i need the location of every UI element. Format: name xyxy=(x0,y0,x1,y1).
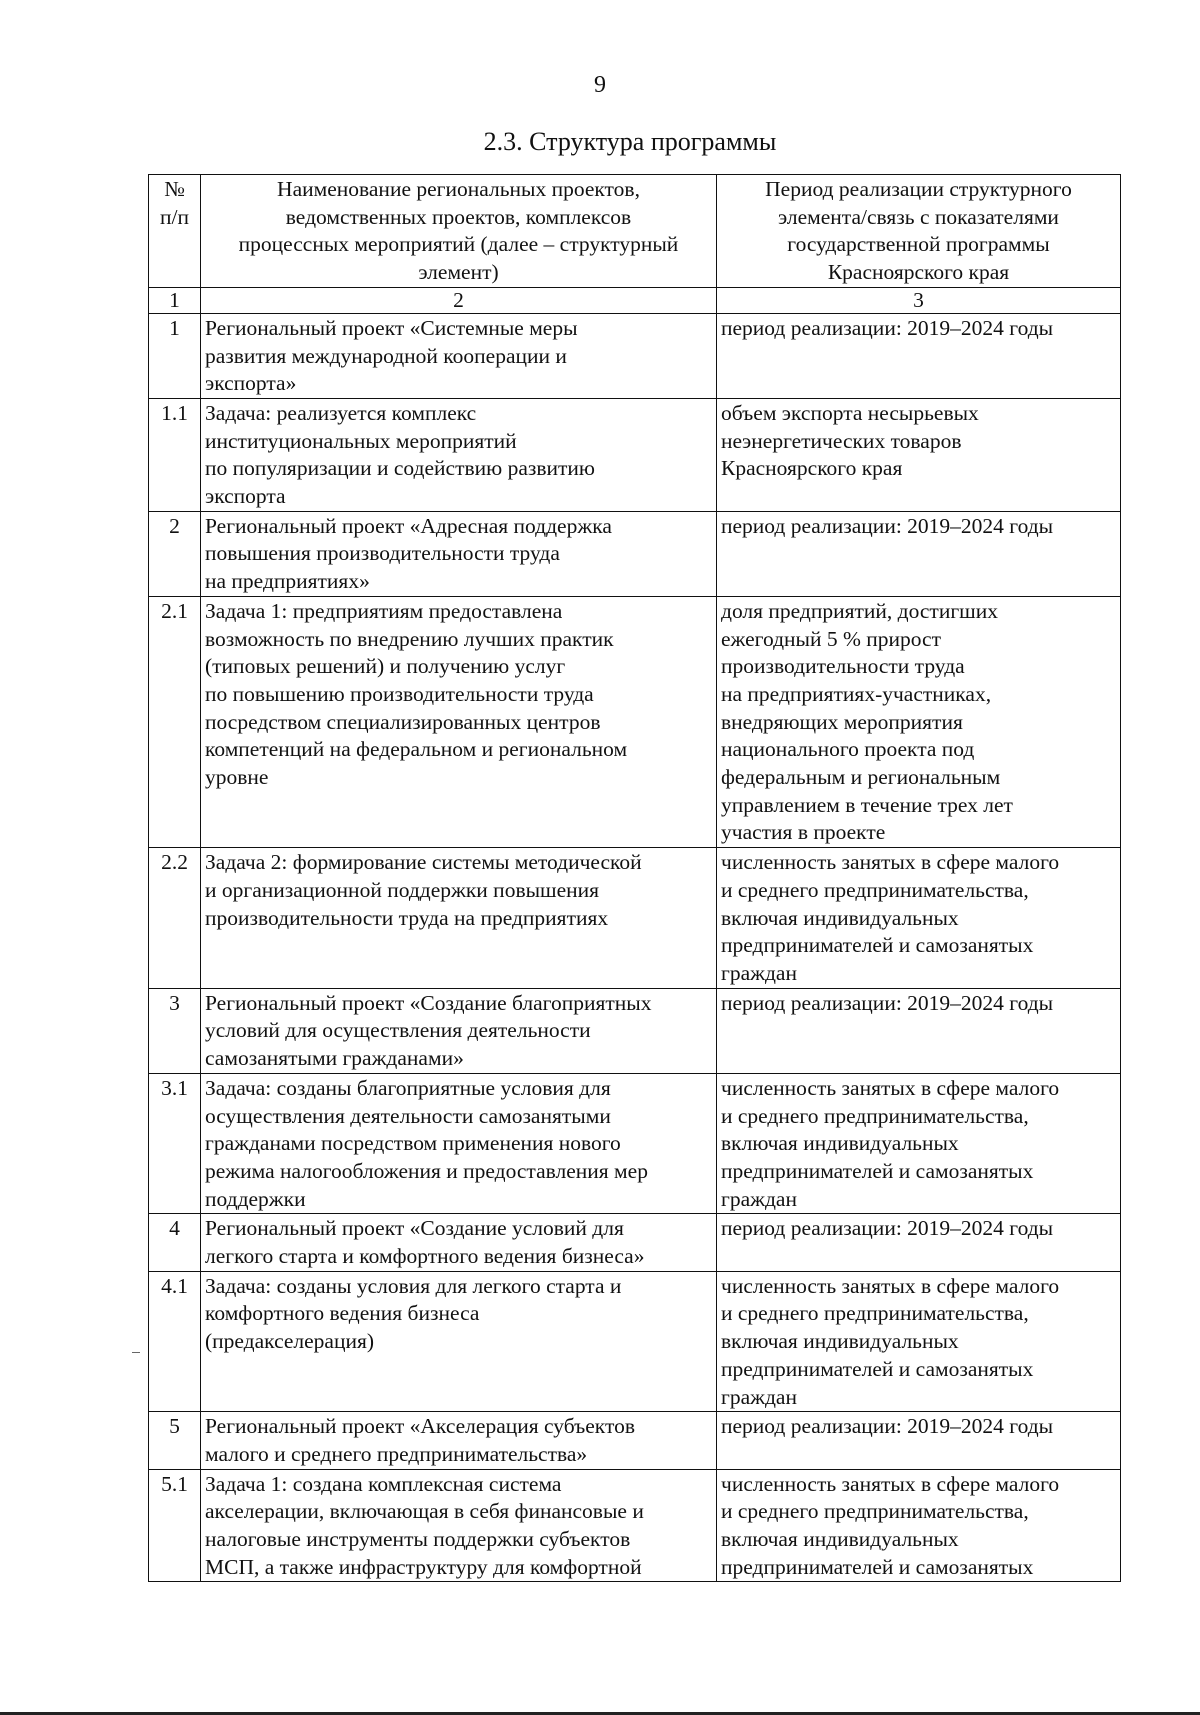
column-number-row xyxy=(149,287,1121,313)
row-period: период реализации: 2019–2024 годы xyxy=(721,513,1054,538)
row-number: 5.1 xyxy=(161,1471,188,1496)
row-period: численность занятых в сфере малого и среднего предпринимательства, включая индивидуальных предпринимателей и самозанятых граждан xyxy=(721,850,1060,985)
row-period-cell xyxy=(717,511,1121,596)
header-name-text: Наименование региональных проектов, ведомственных проектов, комплексов процессных мероприятий (далее – структурный элемент) xyxy=(238,177,679,285)
row-period: численность занятых в сфере малого и среднего предпринимательства, включая индивидуальных предпринимателей и самозанятых граждан xyxy=(721,1075,1060,1211)
row-period-cell xyxy=(717,1073,1121,1214)
row-name: Задача: реализуется комплекс институциональных мероприятий по популяризации и содействию развитию экспорта xyxy=(205,400,595,509)
row-number-cell xyxy=(149,511,201,596)
row-period: объем экспорта несырьевых неэнергетических товаров Красноярского края xyxy=(721,400,979,481)
row-name-cell xyxy=(201,988,717,1073)
row-number: 4.1 xyxy=(161,1273,188,1298)
row-period: доля предприятий, достигших ежегодный 5 % прирост производительности труда на предприятиях-участниках, внедряющих мероприятия национального проекта под федеральным и региональным управлением в течение трех лет участия в проекте xyxy=(721,598,1013,845)
row-name-cell xyxy=(201,313,717,398)
row-name-cell xyxy=(201,1412,717,1469)
table-body xyxy=(149,175,1121,1582)
row-period: численность занятых в сфере малого и среднего предпринимательства, включая индивидуальных предпринимателей и самозанятых xyxy=(721,1471,1060,1579)
row-number: 2 xyxy=(169,513,180,538)
column-number-1: 1 xyxy=(149,287,201,313)
header-period xyxy=(717,175,1121,288)
row-number: 5 xyxy=(169,1414,180,1439)
row-name-cell xyxy=(201,1469,717,1582)
header-number xyxy=(149,175,201,288)
row-period-cell xyxy=(717,1214,1121,1271)
column-number-3: 3 xyxy=(717,287,1121,313)
row-name: Региональный проект «Создание условий для легкого старта и комфортного ведения бизнеса» xyxy=(205,1216,645,1269)
row-period-cell xyxy=(717,1271,1121,1412)
row-name: Задача: созданы условия для легкого старта и комфортного ведения бизнеса (предакселерация) xyxy=(205,1273,622,1354)
row-name: Задача 1: предприятиям предоставлена возможность по внедрению лучших практик (типовых решений) и получению услуг по повышению производительности труда посредством специализированных центров компетенций на федеральном и региональном уровне xyxy=(205,598,628,790)
page-number: 9 xyxy=(594,72,606,98)
table-row xyxy=(149,1073,1121,1214)
row-number: 4 xyxy=(169,1216,180,1241)
row-period-cell xyxy=(717,848,1121,989)
row-period-cell xyxy=(717,313,1121,398)
header-number-text: № п/п xyxy=(160,177,189,229)
row-period: период реализации: 2019–2024 годы xyxy=(721,990,1054,1015)
row-name-cell xyxy=(201,398,717,511)
page-title: 2.3. Структура программы xyxy=(483,127,777,156)
row-period-cell xyxy=(717,1412,1121,1469)
row-name: Задача 1: создана комплексная система акселерации, включающая в себя финансовые и налоговые инструменты поддержки субъектов МСП, а также инфраструктуру для комфортной xyxy=(205,1471,644,1579)
header-name xyxy=(201,175,717,288)
table-row xyxy=(149,596,1121,847)
row-period: численность занятых в сфере малого и среднего предпринимательства, включая индивидуальных предпринимателей и самозанятых граждан xyxy=(721,1273,1060,1409)
row-number-cell xyxy=(149,1412,201,1469)
row-number: 3.1 xyxy=(161,1075,188,1100)
row-name: Региональный проект «Акселерация субъектов малого и среднего предпринимательства» xyxy=(205,1414,635,1466)
row-number-cell xyxy=(149,1214,201,1271)
row-number-cell xyxy=(149,848,201,989)
row-name-cell xyxy=(201,1214,717,1271)
table-row xyxy=(149,988,1121,1073)
row-period-cell xyxy=(717,988,1121,1073)
row-period: период реализации: 2019–2024 годы xyxy=(721,1414,1054,1439)
row-period: период реализации: 2019–2024 годы xyxy=(721,1216,1054,1241)
table-row xyxy=(149,313,1121,398)
program-structure-table xyxy=(148,174,1121,1582)
row-number-cell xyxy=(149,398,201,511)
row-number-cell xyxy=(149,988,201,1073)
row-name: Региональный проект «Адресная поддержка повышения производительности труда на предприятиях» xyxy=(205,513,612,594)
row-name-cell xyxy=(201,596,717,847)
table-row xyxy=(149,848,1121,989)
table-header-row xyxy=(149,175,1121,288)
row-name: Региональный проект «Создание благоприятных условий для осуществления деятельности самозанятыми гражданами» xyxy=(205,990,652,1071)
column-number-2: 2 xyxy=(201,287,717,313)
table-row xyxy=(149,1412,1121,1469)
margin-tick xyxy=(132,1352,140,1353)
row-period: период реализации: 2019–2024 годы xyxy=(721,315,1054,340)
table-row xyxy=(149,1469,1121,1582)
row-name-cell xyxy=(201,511,717,596)
row-period-cell xyxy=(717,398,1121,511)
row-name: Задача 2: формирование системы методической и организационной поддержки повышения производительности труда на предприятиях xyxy=(205,850,642,930)
row-name-cell xyxy=(201,1073,717,1214)
row-number: 1 xyxy=(169,315,180,340)
header-period-text: Период реализации структурного элемента/связь с показателями государственной программы Красноярского края xyxy=(765,177,1072,285)
row-number: 1.1 xyxy=(161,400,188,425)
table-row xyxy=(149,1214,1121,1271)
table-row xyxy=(149,398,1121,511)
row-number: 2.2 xyxy=(161,850,188,875)
row-number: 3 xyxy=(169,990,180,1015)
row-number-cell xyxy=(149,1469,201,1582)
table-row xyxy=(149,1271,1121,1412)
row-name: Региональный проект «Системные меры развития международной кооперации и экспорта» xyxy=(205,315,578,396)
row-name: Задача: созданы благоприятные условия для осуществления деятельности самозанятыми гражданами посредством применения нового режима налогообложения и предоставления мер поддержки xyxy=(205,1075,648,1211)
row-name-cell xyxy=(201,1271,717,1412)
row-number-cell xyxy=(149,313,201,398)
table-row xyxy=(149,511,1121,596)
row-period-cell xyxy=(717,1469,1121,1582)
row-number-cell xyxy=(149,596,201,847)
row-number-cell xyxy=(149,1073,201,1214)
row-period-cell xyxy=(717,596,1121,847)
row-name-cell xyxy=(201,848,717,989)
row-number: 2.1 xyxy=(161,598,188,623)
row-number-cell xyxy=(149,1271,201,1412)
